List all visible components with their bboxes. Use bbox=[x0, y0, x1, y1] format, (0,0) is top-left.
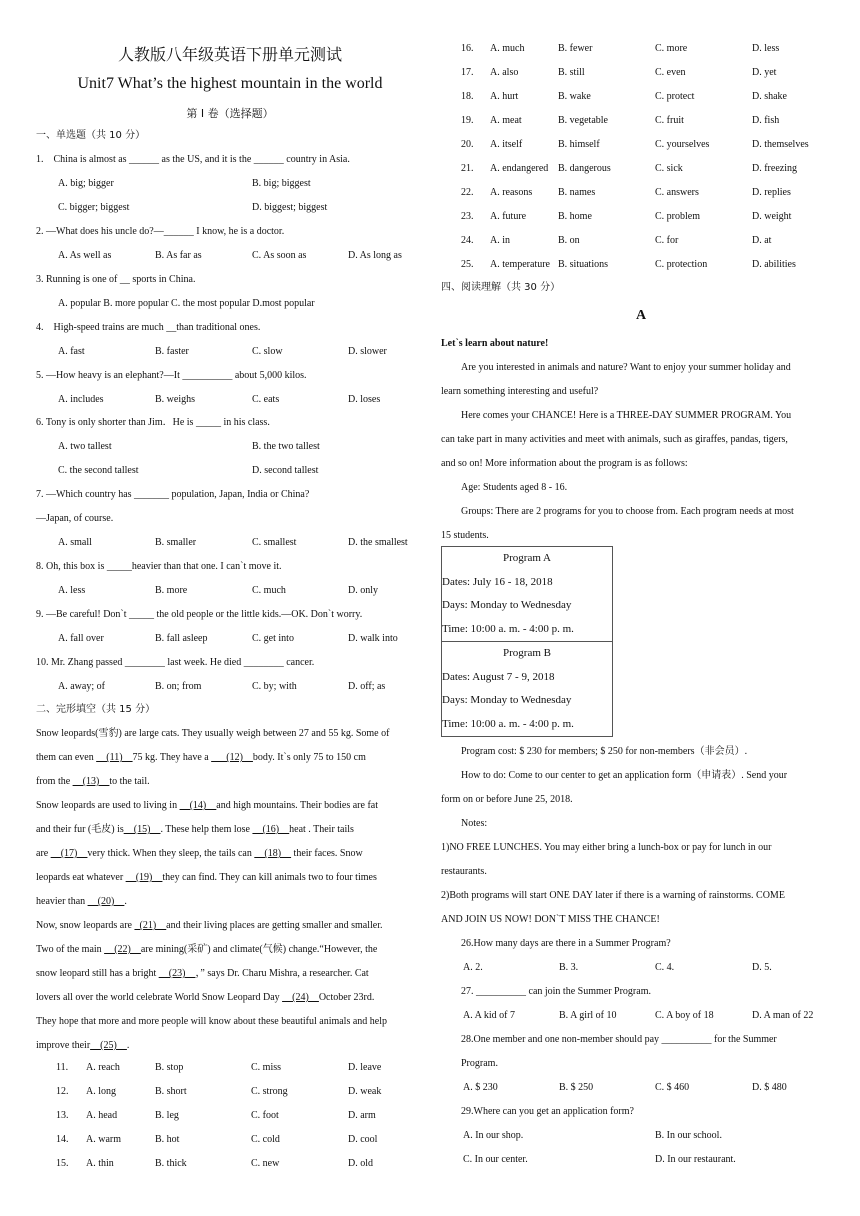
q5-option-a: A. includes bbox=[58, 394, 104, 405]
q4-option-d: D. slower bbox=[348, 346, 387, 357]
cloze-line bbox=[36, 871, 377, 885]
q1-option-a: A. big; bigger bbox=[58, 178, 114, 189]
cloze-q23-number: 23. bbox=[461, 211, 474, 222]
cloze-blank: __(17)__ bbox=[50, 848, 88, 859]
q6-stem: 6. Tony is only shorter than Jim．He is _____ in his class. bbox=[36, 417, 270, 428]
section2-heading: 二、完形填空（共 15 分） bbox=[36, 704, 156, 715]
cloze-line bbox=[36, 727, 389, 741]
cloze-q19-option-a: A. meat bbox=[490, 115, 522, 126]
program-b-days: Days: Monday to Wednesday bbox=[442, 694, 572, 706]
cloze-q21-option-a: A. endangered bbox=[490, 163, 549, 174]
cloze-q17-option-c: C. even bbox=[655, 67, 686, 78]
note-1b: restaurants. bbox=[441, 866, 487, 877]
cloze-q24-option-d: D. at bbox=[752, 235, 772, 246]
cloze-text: ，” says Dr. Charu Mishra, a researcher. Cat bbox=[195, 968, 369, 979]
cloze-text: and their living places are getting smaller and smaller. bbox=[166, 920, 383, 931]
cloze-q24-option-b: B. on bbox=[558, 235, 580, 246]
q4-option-b: B. faster bbox=[155, 346, 189, 357]
cloze-blank: __(13)__ bbox=[72, 776, 110, 787]
cloze-blank: __(15)__ bbox=[123, 824, 161, 835]
cloze-text: October 23rd. bbox=[318, 992, 375, 1003]
q6-option-a: A. two tallest bbox=[58, 441, 112, 452]
cloze-line bbox=[36, 895, 127, 909]
program-a-days: Days: Monday to Wednesday bbox=[442, 599, 572, 611]
q9-option-a: A. fall over bbox=[58, 633, 104, 644]
q10-option-a: A. away; of bbox=[58, 681, 105, 692]
q5-option-b: B. weighs bbox=[155, 394, 195, 405]
how-to-b: form on or before June 25, 2018. bbox=[441, 794, 573, 805]
q2-option-b: B. As far as bbox=[155, 250, 202, 261]
q1-stem: 1. China is almost as ______ as the US, and it is the ______ country in Asia. bbox=[36, 154, 350, 165]
cloze-q12-number: 12. bbox=[56, 1086, 69, 1097]
q29-option-b: B. In our school. bbox=[655, 1130, 722, 1141]
cloze-q23-option-c: C. problem bbox=[655, 211, 700, 222]
q7-stem-answer: —Japan, of course. bbox=[36, 513, 114, 524]
title-chinese: 人教版八年级英语下册单元测试 bbox=[117, 45, 342, 64]
q6-option-d: D. second tallest bbox=[252, 465, 319, 476]
cloze-q20-option-a: A. itself bbox=[490, 139, 523, 150]
cloze-text: to the tail. bbox=[109, 776, 150, 787]
q1-option-c: C. bigger; biggest bbox=[58, 202, 130, 213]
cloze-q22-number: 22. bbox=[461, 187, 474, 198]
passage-paragraph-1b: learn something interesting and useful? bbox=[441, 386, 599, 397]
passage-age: Age: Students aged 8 - 16. bbox=[461, 482, 568, 493]
cloze-text: They hope that more and more people will know about these beautiful animals and help bbox=[36, 1016, 388, 1027]
cloze-text: Snow leopards(雪豹) are large cats. They usually weigh between 27 and 55 kg. Some of bbox=[36, 728, 390, 739]
cloze-q17-option-a: A. also bbox=[490, 67, 519, 78]
cloze-q14-option-c: C. cold bbox=[251, 1134, 280, 1145]
cloze-q17-option-d: D. yet bbox=[752, 67, 777, 78]
program-b-name: Program B bbox=[442, 641, 612, 666]
q7-option-b: B. smaller bbox=[155, 537, 197, 548]
how-to-a: How to do: Come to our center to get an application form（申请表）. Send your bbox=[461, 770, 788, 781]
q8-option-a: A. less bbox=[58, 585, 86, 596]
cloze-q12-option-c: C. strong bbox=[251, 1086, 288, 1097]
program-cost: Program cost: $ 230 for members; $ 250 for non-members（非会员）. bbox=[461, 746, 748, 757]
cloze-q18-option-b: B. wake bbox=[558, 91, 591, 102]
cloze-q20-option-c: C. yourselves bbox=[655, 139, 710, 150]
q26-option-b: B. 3. bbox=[559, 962, 579, 973]
q5-option-d: D. loses bbox=[348, 394, 381, 405]
cloze-text: their faces. Snow bbox=[291, 848, 363, 859]
cloze-q17-option-b: B. still bbox=[558, 67, 585, 78]
cloze-q15-option-a: A. thin bbox=[86, 1158, 114, 1169]
notes-label: Notes: bbox=[461, 818, 488, 829]
q28-option-b: B. $ 250 bbox=[559, 1082, 594, 1093]
passage-paragraph-2a: Here comes your CHANCE! Here is a THREE-DAY SUMMER PROGRAM. You bbox=[461, 410, 792, 421]
q7-option-c: C. smallest bbox=[252, 537, 297, 548]
q28-option-d: D. $ 480 bbox=[752, 1082, 787, 1093]
q8-stem: 8. Oh, this box is _____heavier than that one. I can`t move it. bbox=[36, 561, 282, 572]
cloze-text: from the bbox=[36, 776, 73, 787]
q29-stem: 29.Where can you get an application form? bbox=[461, 1106, 634, 1117]
cloze-text: are bbox=[36, 848, 51, 859]
q9-stem: 9. —Be careful! Don`t _____ the old people or the little kids.—OK. Don`t worry. bbox=[36, 609, 363, 620]
passage-label: A bbox=[635, 308, 647, 323]
q27-option-a: A. A kid of 7 bbox=[463, 1010, 515, 1021]
cloze-q20-number: 20. bbox=[461, 139, 474, 150]
cloze-q25-option-b: B. situations bbox=[558, 259, 609, 270]
q9-option-c: C. get into bbox=[252, 633, 294, 644]
q10-option-b: B. on; from bbox=[155, 681, 202, 692]
cloze-q15-number: 15. bbox=[56, 1158, 69, 1169]
cloze-text: . bbox=[124, 896, 127, 907]
q7-stem: 7. —Which country has _______ population, Japan, India or China? bbox=[36, 489, 310, 500]
cloze-text: and their fur (毛皮) is bbox=[36, 824, 124, 835]
cloze-q12-option-d: D. weak bbox=[348, 1086, 382, 1097]
cloze-q13-option-a: A. head bbox=[86, 1110, 118, 1121]
cloze-text: . These help them lose bbox=[160, 824, 253, 835]
q27-stem: 27. __________ can join the Summer Program. bbox=[461, 986, 651, 997]
cloze-q19-option-d: D. fish bbox=[752, 115, 780, 126]
cloze-q18-number: 18. bbox=[461, 91, 474, 102]
cloze-q24-number: 24. bbox=[461, 235, 474, 246]
cloze-text: they can find. They can kill animals two to four times bbox=[162, 872, 377, 883]
q4-option-a: A. fast bbox=[58, 346, 85, 357]
cloze-q19-option-c: C. fruit bbox=[655, 115, 684, 126]
cloze-text: Now, snow leopards are bbox=[36, 920, 135, 931]
cloze-text: heat . Their tails bbox=[289, 824, 354, 835]
q8-option-d: D. only bbox=[348, 585, 378, 596]
q26-option-a: A. 2. bbox=[463, 962, 483, 973]
q3-stem: 3. Running is one of __ sports in China. bbox=[36, 274, 196, 285]
section4-heading: 四、阅读理解（共 30 分） bbox=[441, 282, 561, 293]
q29-option-d: D. In our restaurant. bbox=[655, 1154, 736, 1165]
cloze-q11-option-c: C. miss bbox=[251, 1062, 282, 1073]
cloze-text: lovers all over the world celebrate World Snow Leopard Day bbox=[36, 992, 283, 1003]
program-b-time: Time: 10:00 a. m. - 4:00 p. m. bbox=[442, 717, 574, 730]
cloze-q11-option-d: D. leave bbox=[348, 1062, 382, 1073]
cloze-blank: __(19)__ bbox=[125, 872, 163, 883]
q9-option-d: D. walk into bbox=[348, 633, 398, 644]
cloze-q22-option-c: C. answers bbox=[655, 187, 699, 198]
cloze-q23-option-a: A. future bbox=[490, 211, 527, 222]
cloze-q14-option-d: D. cool bbox=[348, 1134, 378, 1145]
passage-paragraph-1a: Are you interested in animals and nature? Want to enjoy your summer holiday and bbox=[461, 362, 791, 373]
cloze-q15-option-c: C. new bbox=[251, 1158, 280, 1169]
cloze-q15-option-d: D. old bbox=[348, 1158, 373, 1169]
cloze-q11-option-a: A. reach bbox=[86, 1062, 120, 1073]
q1-option-b: B. big; biggest bbox=[252, 178, 311, 189]
passage-paragraph-2c: and so on! More information about the program is as follows: bbox=[441, 458, 688, 469]
q6-option-c: C. the second tallest bbox=[58, 465, 139, 476]
cloze-line bbox=[36, 1039, 129, 1053]
q4-option-c: C. slow bbox=[252, 346, 283, 357]
cloze-line bbox=[36, 751, 366, 765]
program-a-dates: Dates: July 16 - 18, 2018 bbox=[442, 575, 553, 588]
q26-option-c: C. 4. bbox=[655, 962, 675, 973]
note-1a: 1)NO FREE LUNCHES. You may either bring a lunch-box or pay for lunch in our bbox=[441, 842, 772, 853]
cloze-text: Two of the main bbox=[36, 944, 105, 955]
cloze-text: . bbox=[126, 1040, 130, 1051]
cloze-blank: __(23)__ bbox=[158, 968, 196, 979]
cloze-line bbox=[36, 775, 150, 789]
q9-option-b: B. fall asleep bbox=[155, 633, 208, 644]
cloze-q22-option-b: B. names bbox=[558, 187, 596, 198]
cloze-line bbox=[36, 847, 363, 861]
q7-option-a: A. small bbox=[58, 537, 92, 548]
section1-heading: 一、单选题（共 10 分） bbox=[36, 130, 146, 141]
q6-option-b: B. the two tallest bbox=[252, 441, 320, 452]
q4-stem: 4. High-speed trains are much __than traditional ones. bbox=[36, 322, 261, 333]
cloze-blank: __(25)__ bbox=[90, 1040, 127, 1051]
passage-groups-b: 15 students. bbox=[441, 530, 489, 541]
program-a-name: Program A bbox=[503, 552, 551, 564]
cloze-q25-number: 25. bbox=[461, 259, 474, 270]
cloze-text: very thick. When they sleep, the tails can bbox=[87, 848, 255, 859]
cloze-q23-option-d: D. weight bbox=[752, 211, 792, 222]
cloze-blank: _(21)__ bbox=[134, 920, 167, 931]
cloze-q25-option-c: C. protection bbox=[655, 259, 708, 270]
q7-option-d: D. the smallest bbox=[348, 537, 408, 548]
cloze-q24-option-a: A. in bbox=[490, 235, 510, 246]
cloze-q15-option-b: B. thick bbox=[155, 1158, 187, 1169]
cloze-text: 75 kg. They have a bbox=[132, 752, 212, 763]
q28-stem: 28.One member and one non-member should pay __________ for the Summer bbox=[461, 1034, 777, 1045]
q26-stem: 26.How many days are there in a Summer Program? bbox=[461, 938, 671, 949]
cloze-q16-option-c: C. more bbox=[655, 43, 688, 54]
cloze-q16-option-d: D. less bbox=[752, 43, 780, 54]
cloze-q21-option-b: B. dangerous bbox=[558, 163, 611, 174]
q10-stem: 10. Mr. Zhang passed ________ last week. He died ________ cancer. bbox=[36, 657, 315, 668]
cloze-q14-option-a: A. warm bbox=[86, 1134, 121, 1145]
cloze-q12-option-b: B. short bbox=[155, 1086, 187, 1097]
cloze-q18-option-c: C. protect bbox=[655, 91, 695, 102]
note-2a: 2)Both programs will start ONE DAY later if there is a warning of rainstorms. COME bbox=[441, 890, 785, 901]
passage-title: Let`s learn about nature! bbox=[441, 338, 549, 349]
cloze-q19-number: 19. bbox=[461, 115, 474, 126]
cloze-text: snow leopard still has a bright bbox=[36, 968, 159, 979]
cloze-q25-option-d: D. abilities bbox=[752, 259, 796, 270]
cloze-q24-option-c: C. for bbox=[655, 235, 679, 246]
q8-option-c: C. much bbox=[252, 585, 286, 596]
cloze-q12-option-a: A. long bbox=[86, 1086, 116, 1097]
cloze-line bbox=[36, 943, 377, 957]
q8-option-b: B. more bbox=[155, 585, 188, 596]
cloze-q16-option-a: A. much bbox=[490, 43, 525, 54]
passage-paragraph-2b: can take part in many activities and meet with animals, such as giraffes, pandas, tigers, bbox=[441, 434, 788, 445]
q28-option-c: C. $ 460 bbox=[655, 1082, 690, 1093]
cloze-text: are mining(采矿) and climate(气候) change.“However, the bbox=[140, 944, 378, 955]
cloze-text: heavier than bbox=[36, 896, 88, 907]
cloze-q18-option-d: D. shake bbox=[752, 91, 787, 102]
cloze-q11-option-b: B. stop bbox=[155, 1062, 184, 1073]
cloze-line bbox=[36, 1015, 387, 1029]
cloze-text: and high mountains. Their bodies are fat bbox=[216, 800, 378, 811]
cloze-q22-option-d: D. replies bbox=[752, 187, 791, 198]
q27-option-b: B. A girl of 10 bbox=[559, 1010, 617, 1021]
cloze-q21-number: 21. bbox=[461, 163, 474, 174]
cloze-line bbox=[36, 799, 378, 813]
cloze-blank: __(22)__ bbox=[104, 944, 141, 955]
cloze-text: leopards eat whatever bbox=[36, 872, 126, 883]
q27-option-d: D. A man of 22 bbox=[752, 1010, 814, 1021]
cloze-blank: __(24)__ bbox=[282, 992, 319, 1003]
q5-option-c: C. eats bbox=[252, 394, 280, 405]
passage-groups-a: Groups: There are 2 programs for you to choose from. Each program needs at most bbox=[461, 506, 794, 517]
q10-option-c: C. by; with bbox=[252, 681, 297, 692]
q29-option-c: C. In our center. bbox=[463, 1154, 528, 1165]
cloze-q18-option-a: A. hurt bbox=[490, 91, 519, 102]
cloze-text: Snow leopards are used to living in bbox=[36, 800, 180, 811]
q5-stem: 5. —How heavy is an elephant?—It __________ about 5,000 kilos. bbox=[36, 370, 307, 381]
cloze-q20-option-b: B. himself bbox=[558, 139, 600, 150]
q28-option-a: A. $ 230 bbox=[463, 1082, 498, 1093]
program-a-time: Time: 10:00 a. m. - 4:00 p. m. bbox=[442, 622, 574, 635]
cloze-blank: ___(12)__ bbox=[211, 752, 253, 763]
q26-option-d: D. 5. bbox=[752, 962, 772, 973]
cloze-q14-option-b: B. hot bbox=[155, 1134, 180, 1145]
cloze-q25-option-a: A. temperature bbox=[490, 259, 550, 270]
title-english: Unit7 What’s the highest mountain in the world bbox=[77, 75, 383, 92]
cloze-q13-option-d: D. arm bbox=[348, 1110, 376, 1121]
cloze-blank: __(20)__ bbox=[87, 896, 125, 907]
program-b-dates: Dates: August 7 - 9, 2018 bbox=[442, 670, 555, 683]
q2-option-c: C. As soon as bbox=[252, 250, 307, 261]
cloze-q16-option-b: B. fewer bbox=[558, 43, 593, 54]
cloze-text: improve their bbox=[36, 1040, 91, 1051]
cloze-line bbox=[36, 991, 374, 1005]
note-2b: AND JOIN US NOW! DON`T MISS THE CHANCE! bbox=[441, 914, 660, 925]
cloze-line bbox=[36, 823, 354, 837]
cloze-q16-number: 16. bbox=[461, 43, 474, 54]
cloze-text: body. It`s only 75 to 150 cm bbox=[252, 752, 366, 763]
cloze-blank: __(18)__ bbox=[254, 848, 292, 859]
cloze-text: them can even bbox=[36, 752, 97, 763]
q27-option-c: C. A boy of 18 bbox=[655, 1010, 714, 1021]
cloze-q20-option-d: D. themselves bbox=[752, 139, 809, 150]
cloze-q19-option-b: B. vegetable bbox=[558, 115, 608, 126]
cloze-q17-number: 17. bbox=[461, 67, 474, 78]
cloze-q13-option-b: B. leg bbox=[155, 1110, 179, 1121]
q10-option-d: D. off; as bbox=[348, 681, 386, 692]
cloze-q23-option-b: B. home bbox=[558, 211, 592, 222]
cloze-q13-option-c: C. foot bbox=[251, 1110, 279, 1121]
program-table bbox=[441, 546, 613, 737]
q28-stem-cont: Program. bbox=[461, 1058, 498, 1069]
cloze-blank: __(16)__ bbox=[252, 824, 290, 835]
q1-option-d: D. biggest; biggest bbox=[252, 202, 328, 213]
cloze-q21-option-d: D. freezing bbox=[752, 163, 797, 174]
cloze-q13-number: 13. bbox=[56, 1110, 69, 1121]
cloze-line bbox=[36, 967, 369, 981]
q2-option-a: A. As well as bbox=[58, 250, 112, 261]
q29-option-a: A. In our shop. bbox=[463, 1130, 524, 1141]
cloze-q22-option-a: A. reasons bbox=[490, 187, 533, 198]
q2-option-d: D. As long as bbox=[348, 250, 402, 261]
q2-stem: 2. —What does his uncle do?—______ I know, he is a doctor. bbox=[36, 226, 285, 237]
cloze-q11-number: 11. bbox=[56, 1062, 69, 1073]
q3-options: A. popular B. more popular C. the most popular D.most popular bbox=[58, 298, 315, 309]
cloze-q14-number: 14. bbox=[56, 1134, 69, 1145]
volume-label: 第 I 卷（选择题） bbox=[186, 107, 274, 120]
cloze-line bbox=[36, 919, 383, 933]
cloze-blank: __(14)__ bbox=[179, 800, 217, 811]
cloze-q21-option-c: C. sick bbox=[655, 163, 683, 174]
cloze-blank: __(11)__ bbox=[96, 752, 133, 763]
